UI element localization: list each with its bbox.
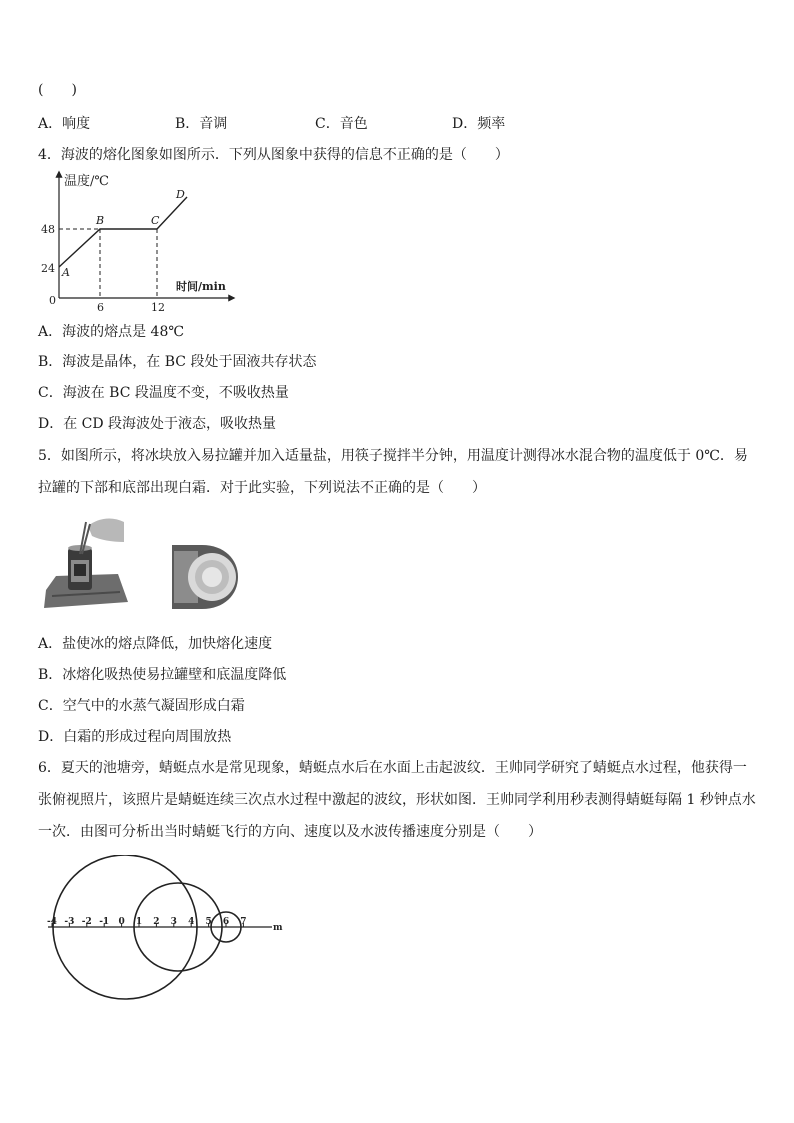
axis-ticks (47, 917, 247, 927)
axis-tick-label: 2 (153, 917, 160, 927)
y-tick-48: 48 (41, 223, 55, 236)
point-d: D (176, 188, 185, 201)
axis-unit: m (273, 923, 283, 933)
axis-tick-label: -3 (64, 917, 75, 927)
q5-photo-can-bottom-frost (172, 543, 240, 611)
point-a: A (62, 266, 70, 279)
axis-tick-label: -4 (47, 917, 57, 927)
y-axis-label: 温度/℃ (64, 174, 109, 189)
q6-stem: 6．夏天的池塘旁，蜻蜓点水是常见现象，蜻蜓点水后在水面上击起波纹．王帅同学研究了蜻蜓点水过程，他获得一张俯视照片，该照片是蜻蜓连续三次点水过程中激起的波纹，形状如图．王帅同学利用秒表测得蜻蜓每隔 1 秒钟点水一次．由图可分析出当时蜻蜓飞行的方向、速度以及水波传播速度分别是（ ） (38, 760, 756, 840)
q4-option-c[interactable]: C．海波在 BC 段温度不变，不吸收热量 (38, 385, 289, 401)
q5-option-c[interactable]: C．空气中的水蒸气凝固形成白霜 (38, 698, 245, 714)
axis-tick-label: -1 (99, 917, 110, 927)
axis-tick-label: 4 (188, 917, 195, 927)
previous-question-paren: ( ) (38, 82, 77, 98)
x-axis-label: 时间/min (176, 280, 226, 293)
q5-option-b[interactable]: B．冰熔化吸热使易拉罐壁和底温度降低 (38, 667, 287, 683)
q3-option-c[interactable]: C．音色 (315, 116, 368, 132)
point-b: B (96, 214, 105, 227)
melting-curve (59, 197, 187, 267)
q3-option-d[interactable]: D．频率 (452, 116, 506, 132)
y-tick-24: 24 (41, 262, 55, 275)
q5-photo-can-stirring (40, 512, 130, 610)
x-tick-12: 12 (151, 301, 165, 314)
q5-option-d[interactable]: D．白霜的形成过程向周围放热 (38, 729, 232, 745)
q4-stem: 4．海波的熔化图象如图所示．下列从图象中获得的信息不正确的是（ ） (38, 147, 509, 163)
y-tick-0: 0 (49, 294, 56, 307)
point-c: C (151, 214, 160, 227)
axis-tick-label: 5 (205, 917, 212, 927)
axis-tick-label: 3 (170, 917, 177, 927)
q3-option-b[interactable]: B．音调 (175, 116, 228, 132)
q4-melting-graph (30, 168, 240, 314)
axis-tick-label: 7 (240, 917, 247, 927)
q3-option-a[interactable]: A．响度 (38, 116, 91, 132)
q5-stem: 5．如图所示，将冰块放入易拉罐并加入适量盐，用筷子搅拌半分钟，用温度计测得冰水混合物的温度低于 0℃．易拉罐的下部和底部出现白霜．对于此实验，下列说法不正确的是（ ） (38, 448, 748, 496)
axis-tick-label: 0 (118, 917, 125, 927)
axis-tick-label: 6 (222, 917, 230, 927)
q4-option-a[interactable]: A．海波的熔点是 48℃ (38, 324, 185, 340)
q4-option-d[interactable]: D．在 CD 段海波处于液态，吸收热量 (38, 416, 277, 432)
q6-ripple-diagram (40, 855, 290, 1005)
axis-tick-label: 1 (135, 917, 143, 927)
axis-tick-label: -2 (81, 917, 92, 927)
q5-option-a[interactable]: A．盐使冰的熔点降低，加快熔化速度 (38, 636, 273, 652)
q3-options (38, 114, 505, 134)
x-tick-6: 6 (97, 301, 104, 314)
q4-option-b[interactable]: B．海波是晶体，在 BC 段处于固液共存状态 (38, 354, 317, 370)
